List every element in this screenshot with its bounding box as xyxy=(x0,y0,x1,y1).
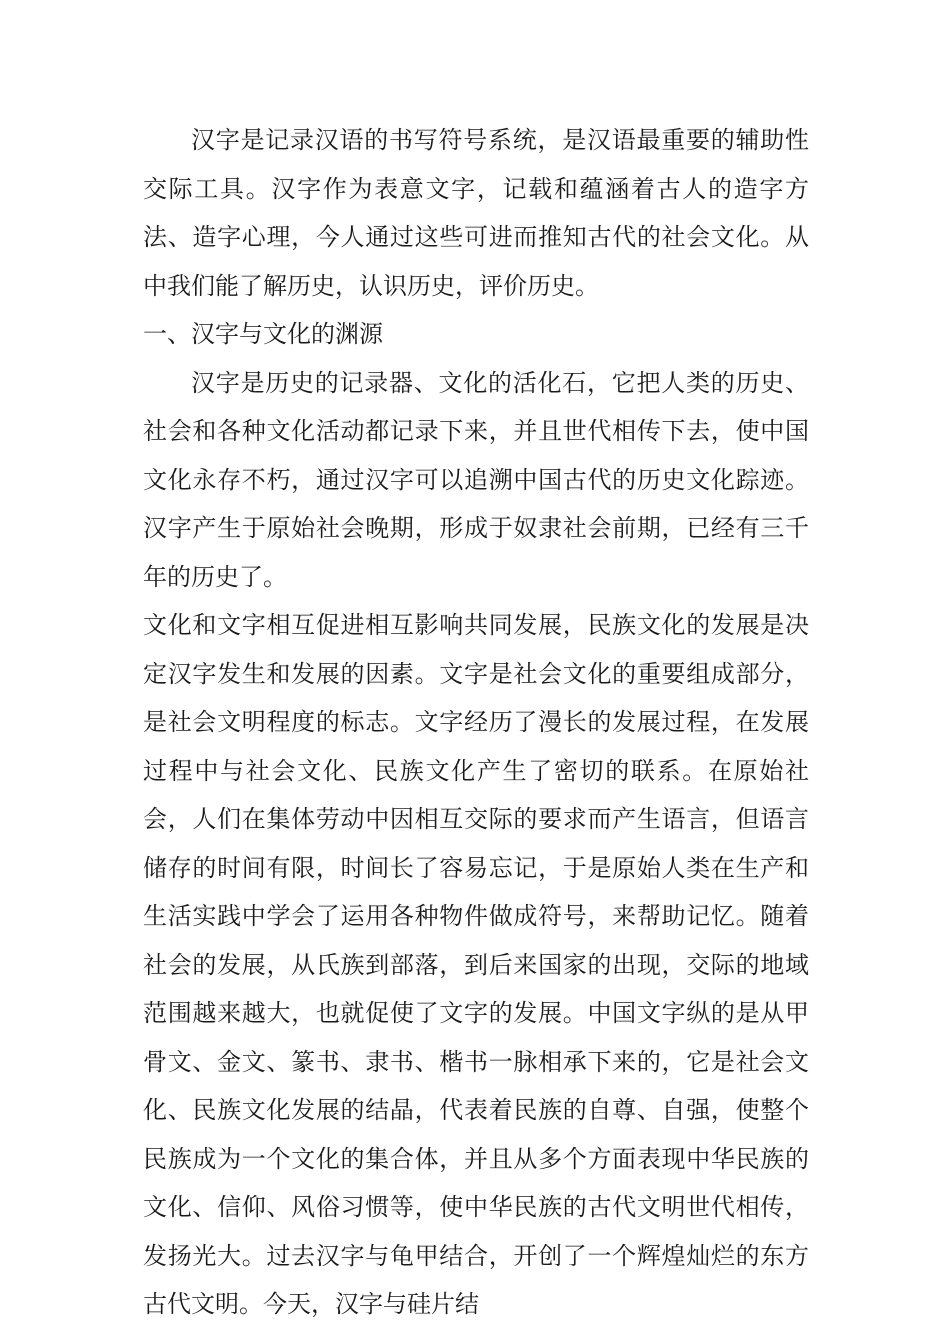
section-heading: 一、汉字与文化的渊源 xyxy=(143,320,383,348)
document-body xyxy=(143,116,809,1329)
paragraph-intro: 汉字是记录汉语的书写符号系统，是汉语最重要的辅助性交际工具。汉字作为表意文字，记载和蕴涵着古人的造字方法、造字心理，今人通过这些可进而推知古代的社会文化。从中我们能了解历史，认识历史，评价历史。 xyxy=(143,126,809,300)
paragraph-development: 文化和文字相互促进相互影响共同发展，民族文化的发展是决定汉字发生和发展的因素。文字是社会文化的重要组成部分，是社会文明程度的标志。文字经历了漫长的发展过程，在发展过程中与社会文化、民族文化产生了密切的联系。在原始社会，人们在集体劳动中因相互交际的要求而产生语言，但语言储存的时间有限，时间长了容易忘记，于是原始人类在生产和生活实践中学会了运用各种物件做成符号，来帮助记忆。随着社会的发展，从氏族到部落，到后来国家的出现，交际的地域范围越来越大，也就促使了文字的发展。中国文字纵的是从甲骨文、金文、篆书、隶书、楷书一脉相承下来的，它是社会文化、民族文化发展的结晶，代表着民族的自尊、自强，使整个民族成为一个文化的集合体，并且从多个方面表现中华民族的文化、信仰、风俗习惯等，使中华民族的古代文明世代相传，发扬光大。过去汉字与龟甲结合，开创了一个辉煌灿烂的东方古代文明。今天，汉字与硅片结 xyxy=(143,611,809,1318)
paragraph-origin: 汉字是历史的记录器、文化的活化石，它把人类的历史、社会和各种文化活动都记录下来，并且世代相传下去，使中国文化永存不朽，通过汉字可以追溯中国古代的历史文化踪迹。汉字产生于原始社会晚期，形成于奴隶社会前期，已经有三千年的历史了。 xyxy=(143,368,809,591)
